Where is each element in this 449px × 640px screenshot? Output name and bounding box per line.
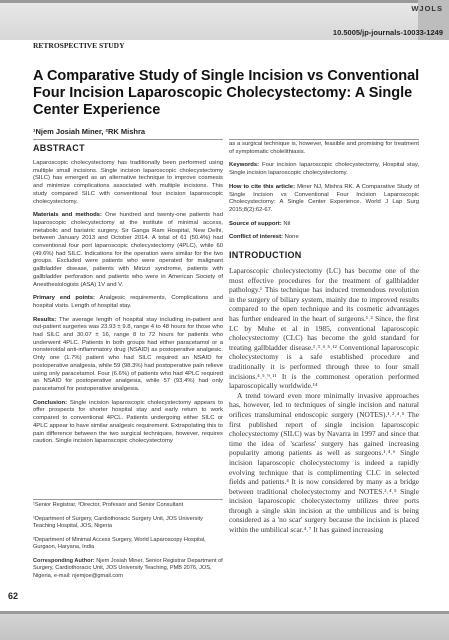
article-type: RETROSPECTIVE STUDY: [33, 41, 125, 50]
footnotes: [33, 499, 223, 586]
footer-band: [0, 611, 449, 640]
corresponding-author: [33, 558, 223, 581]
outcome-text: Analgesic requirements, Complications and hospital visits. Length of hospital stay.: [33, 295, 223, 309]
left-column: [33, 139, 223, 452]
outcome-label: Primary end points:: [33, 295, 96, 302]
abstract-outcome: [33, 295, 223, 310]
results-label: Results:: [33, 316, 57, 323]
introduction-heading: INTRODUCTION: [229, 250, 302, 261]
methods-label: Materials and methods:: [33, 212, 102, 219]
abstract-heading: ABSTRACT: [33, 143, 85, 153]
page-number: 62: [8, 591, 19, 601]
methods-text: One hundred and twenty-one patients had laparoscopic cholecystectomy at the institute of minimal access, metabolic and bariatric surgery, Sir Ganga Ram Hospital, New Delhi, between January 2013 and October 2014. A total of 61 (50.4%) had conventional four port laparoscopic cholecystectomy (4PLC), while 60 (49.6%) had SILC. Indications for the operation were similar for the two groups. Excluded were patients who were operated for malignant gallbladder disease, patients with Mirizzi syndrome, patients with gallbladder perforation and patients who were in American Society of Anesthesiologists (ASA) 1V and V.: [33, 212, 223, 288]
abstract-conclusion: [33, 400, 223, 446]
conflict-text: None: [284, 234, 299, 241]
corresponding-text: Njem Josiah Miner, Senior Registrar Department of Surgery, Cardiothoracic Unit, JOS University Teaching, PMB 2076, JOS, Nigeria, e-mail: njemjoe@gmail.com: [33, 557, 223, 579]
cite-label: How to cite this article:: [229, 183, 296, 190]
keywords: [229, 162, 419, 177]
support-text: Nil: [283, 220, 291, 227]
journal-name: WJOLS: [411, 4, 443, 13]
author-list: ¹Njem Josiah Miner, ²RK Mishra: [33, 127, 146, 136]
citation: [229, 184, 419, 215]
cite-text: Miner NJ, Mishra RK. A Comparative Study of Single Incision vs Conventional Four Incision Laparoscopic Cholecystectomy: A Single Center Experience. World J Lap Surg 2015;8(2):62-67.: [229, 183, 420, 213]
conclusion-label: Conclusion:: [33, 399, 68, 406]
keywords-text: Four incision laparoscopic cholecystectomy, Hospital stay, Single incision laparoscopic cholecystectomy.: [229, 162, 419, 177]
source-of-support: [229, 221, 419, 229]
conflict-of-interest: [229, 234, 419, 242]
abstract-intro: Laparoscopic cholecystectomy has traditionally been performed using multiple small incisions. Single incision laparoscopic cholecystectomy (SILC) has emerged as an alternative technique to improve cosmesis and minimize complications associated with multiple incisions. This study compared SILC with conventional four incision laparoscopic cholecystectomy.: [33, 160, 223, 205]
introduction-paragraph-1: Laparoscopic cholecystectomy (LC) has become one of the most effective procedures for the treatment of gallbladder pathology.¹ This technique has induced tremendous revolution in the surgery of biliary system, mainly due to improved results compared to the open technique and its cosmetic advantages has further endeared in the heart of surgeons.¹˒² Since, the first LC by Muhe et al in 1985, conventional laparoscopic cholecystectomy (CLC) has become the gold standard for treating gallbladder disease.¹˒³˒⁴˒⁵˒¹² Conventional laparoscopic cholecystectomy is a safe established procedure and traditionally it is performed through three to four small incisions.⁴˒⁵˒⁹˒¹¹ It is the commonest operation performed laparoscopically worldwide.¹⁴: [229, 266, 419, 391]
footer-stripe: [0, 611, 449, 614]
keywords-label: Keywords:: [229, 162, 260, 169]
support-label: Source of support:: [229, 220, 282, 227]
right-column: [229, 139, 419, 535]
abstract-continued: as a surgical technique is, however, feasible and promising for treatment of symptomatic cholelithiasis.: [229, 141, 419, 155]
abstract-results: [33, 317, 223, 394]
conflict-label: Conflict of interest:: [229, 234, 283, 241]
article-title: A Comparative Study of Single Incision vs Conventional Four Incision Laparoscopic Cholecystectomy: A Single Center Experience: [33, 68, 420, 118]
affiliation-1: ¹Department of Surgery, Cardiothoracic Surgery Unit, JOS University Teaching Hospital, JOS, Nigeria: [33, 515, 203, 529]
doi[interactable]: 10.5005/jp-journals-10033-1249: [332, 28, 443, 37]
results-text: The average length of hospital stay including in-patient and out-patient surgeries was 23.93 ± 9.8, range 4 to 48 hours for those who had SILC and 30.07 ± 16, range 8 to 72 hours for patients who underwent 4PLC. Patients in both groups had either paracetamol or a nonsteroidal anti-inflammatory drug (NSAID) as postoperative analgesic. Only one (1.7%) patient who had SILC required an NSAID for postoperative analgesia, while 59 (98.3%) had postoperative pain relieve using only paracetamol. Four (6.6%) of patients who had 4PLC required an NSAID for postoperative analgesia, while 57 (93.4%) had only paracetamol for postoperative analgesia.: [33, 316, 224, 392]
abstract-methods: [33, 212, 223, 289]
header-stripe: [0, 0, 449, 3]
introduction-paragraph-2: A trend toward even more minimally invasive approaches has, however, led to techniques of single incision and natural orifices transluminal endoscopic surgery (NOTES).¹˒²˒⁴˒⁵ The first published report of single incision laparoscopic cholecystectomy (SILC) was by Navarra in 1997 and since that time the idea of 'scarless' surgery has gained increasing popularity among patients as well as surgeons.¹˒⁴˒⁶ Single incision laparoscopic cholecystectomy is indeed a rapidly evolving technique that is complimenting CLC in selected fields and patients.⁴ It is now considered by many as a bridge between traditional cholecystectomy and NOTES.²˒⁴˒⁵ Single incision laparoscopic cholecystectomy utilizes three ports through a single skin incision at the umbilicus and is being considered as a 'no scar' surgery because the incision is placed within the umbilical scar.⁴˒⁷ It has gained increasing: [229, 390, 419, 535]
affiliation-2: ²Department of Minimal Access Surgery, World Laparoscopy Hospital, Gurgaon, Haryana, India: [33, 536, 206, 550]
conclusion-text: Single incision laparoscopic cholecystectomy appears to offer prospects for shorter hospital stay and early return to work compared to conventional 4PCL. Patients undergoing either SILC or 4PLC appear to have similar analgesic requirement. Extrapolating this to pain difference between the two surgical techniques, however, requires caution. Single incision laparoscopic cholecystectomy: [33, 399, 223, 445]
author-roles: ¹Senior Registrar, ²Director, Professor and Senior Consultant: [33, 502, 184, 508]
corresponding-label: Corresponding Author:: [33, 557, 95, 564]
